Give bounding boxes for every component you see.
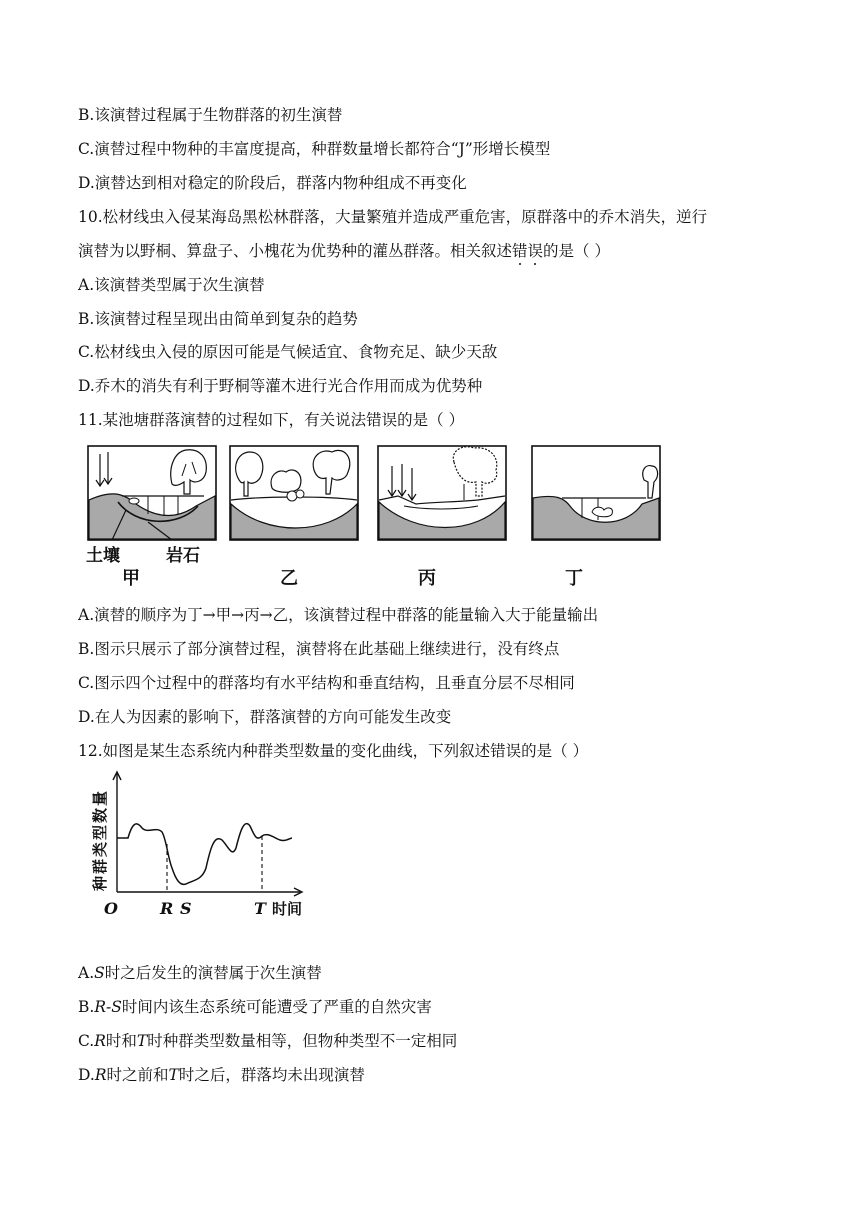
x-tick-r: R xyxy=(160,899,174,918)
pond-succession-figure xyxy=(86,444,666,542)
ylabel-char: 种 xyxy=(91,875,109,891)
option-variable: R xyxy=(94,1032,106,1050)
q10-emphasis-char: 错 xyxy=(512,242,528,260)
panel-ding-drawing xyxy=(532,446,660,540)
option-text: 时和 xyxy=(105,1032,137,1050)
option-variable: R-S xyxy=(94,998,122,1016)
q11-option-c: C.图示四个过程中的群落均有水平结构和垂直结构，且垂直分层不尽相同 xyxy=(78,674,575,692)
panel-label-yi: 乙 xyxy=(280,568,298,589)
panel-label-jia: 甲 xyxy=(122,568,140,589)
chart-ylabel xyxy=(91,791,109,892)
chart-xlabel: 时间 xyxy=(272,900,303,918)
q11-stem: 11.某池塘群落演替的过程如下，有关说法错误的是（ ） xyxy=(78,411,465,429)
q11-option-b: B.图示只展示了部分演替过程，演替将在此基础上继续进行，没有终点 xyxy=(78,640,560,658)
q12-option-d xyxy=(78,1064,365,1086)
ylabel-char: 型 xyxy=(91,824,109,840)
ylabel-char: 数 xyxy=(91,807,109,823)
panel-label-ding: 丁 xyxy=(565,568,583,589)
option-variable: T xyxy=(168,1066,179,1084)
x-tick-t: T xyxy=(254,899,266,918)
q9-option-b: B.该演替过程属于生物群落的初生演替 xyxy=(78,106,343,124)
q10-option-a: A.该演替类型属于次生演替 xyxy=(78,276,265,294)
panel-jia-drawing xyxy=(88,446,216,540)
q10-option-d: D.乔木的消失有利于野桐等灌木进行光合作用而成为优势种 xyxy=(78,377,483,395)
panel-label-bing: 丙 xyxy=(418,568,436,589)
option-text: 时间内该生态系统可能遭受了严重的自然灾害 xyxy=(121,998,432,1016)
q12-option-c xyxy=(78,1030,457,1052)
option-letter: B. xyxy=(78,998,95,1016)
q11-option-a: A.演替的顺序为丁→甲→丙→乙，该演替过程中群落的能量输入大于能量输出 xyxy=(78,606,599,624)
option-letter: C. xyxy=(78,1032,95,1050)
q10-stem-text: 演替为以野桐、算盘子、小槐花为优势种的灌丛群落。相关叙述 xyxy=(78,242,513,260)
option-text: 时之前和 xyxy=(106,1066,169,1084)
ylabel-char: 量 xyxy=(91,790,109,806)
q10-option-c: C.松材线虫入侵的原因可能是气候适宜、食物充足、缺少天敌 xyxy=(78,343,498,361)
q12-stem: 12.如图是某生态系统内种群类型数量的变化曲线，下列叙述错误的是（ ） xyxy=(78,742,589,760)
origin-label: O xyxy=(104,899,118,918)
option-variable: S xyxy=(94,964,105,982)
option-letter: A. xyxy=(78,964,95,982)
option-variable: R xyxy=(94,1066,107,1084)
q9-option-c: C.演替过程中物种的丰富度提高，种群数量增长都符合“J”形增长模型 xyxy=(78,140,551,158)
label-soil: 土壤 xyxy=(86,546,120,566)
q12-option-b xyxy=(78,996,432,1018)
species-count-chart xyxy=(86,768,326,923)
q10-emphasis-char: 误 xyxy=(527,242,544,260)
ylabel-char: 类 xyxy=(91,841,109,857)
option-letter: D. xyxy=(78,1066,95,1084)
option-text: 时之后发生的演替属于次生演替 xyxy=(104,964,322,982)
x-tick-s: S xyxy=(180,899,192,918)
label-rock: 岩石 xyxy=(166,546,200,566)
panel-bing-drawing xyxy=(378,446,506,540)
ylabel-char: 群 xyxy=(91,858,109,874)
q11-option-d: D.在人为因素的影响下，群落演替的方向可能发生改变 xyxy=(78,708,452,726)
q10-stem-tail: 的是（ ） xyxy=(543,242,610,260)
q12-option-a xyxy=(78,962,322,984)
option-text: 时之后，群落均未出现演替 xyxy=(178,1066,365,1084)
panel-yi-drawing xyxy=(230,446,358,540)
q10-stem-line2 xyxy=(78,240,610,262)
q10-option-b: B.该演替过程呈现出由简单到复杂的趋势 xyxy=(78,310,358,328)
option-text: 时种群类型数量相等，但物种类型不一定相同 xyxy=(147,1032,458,1050)
option-variable: T xyxy=(136,1032,148,1050)
series-curve xyxy=(117,824,292,885)
q10-stem-line1: 10.松材线虫入侵某海岛黑松林群落，大量繁殖并造成严重危害，原群落中的乔木消失，逆行 xyxy=(78,208,708,226)
q9-option-d: D.演替达到相对稳定的阶段后，群落内物种组成不再变化 xyxy=(78,174,467,192)
